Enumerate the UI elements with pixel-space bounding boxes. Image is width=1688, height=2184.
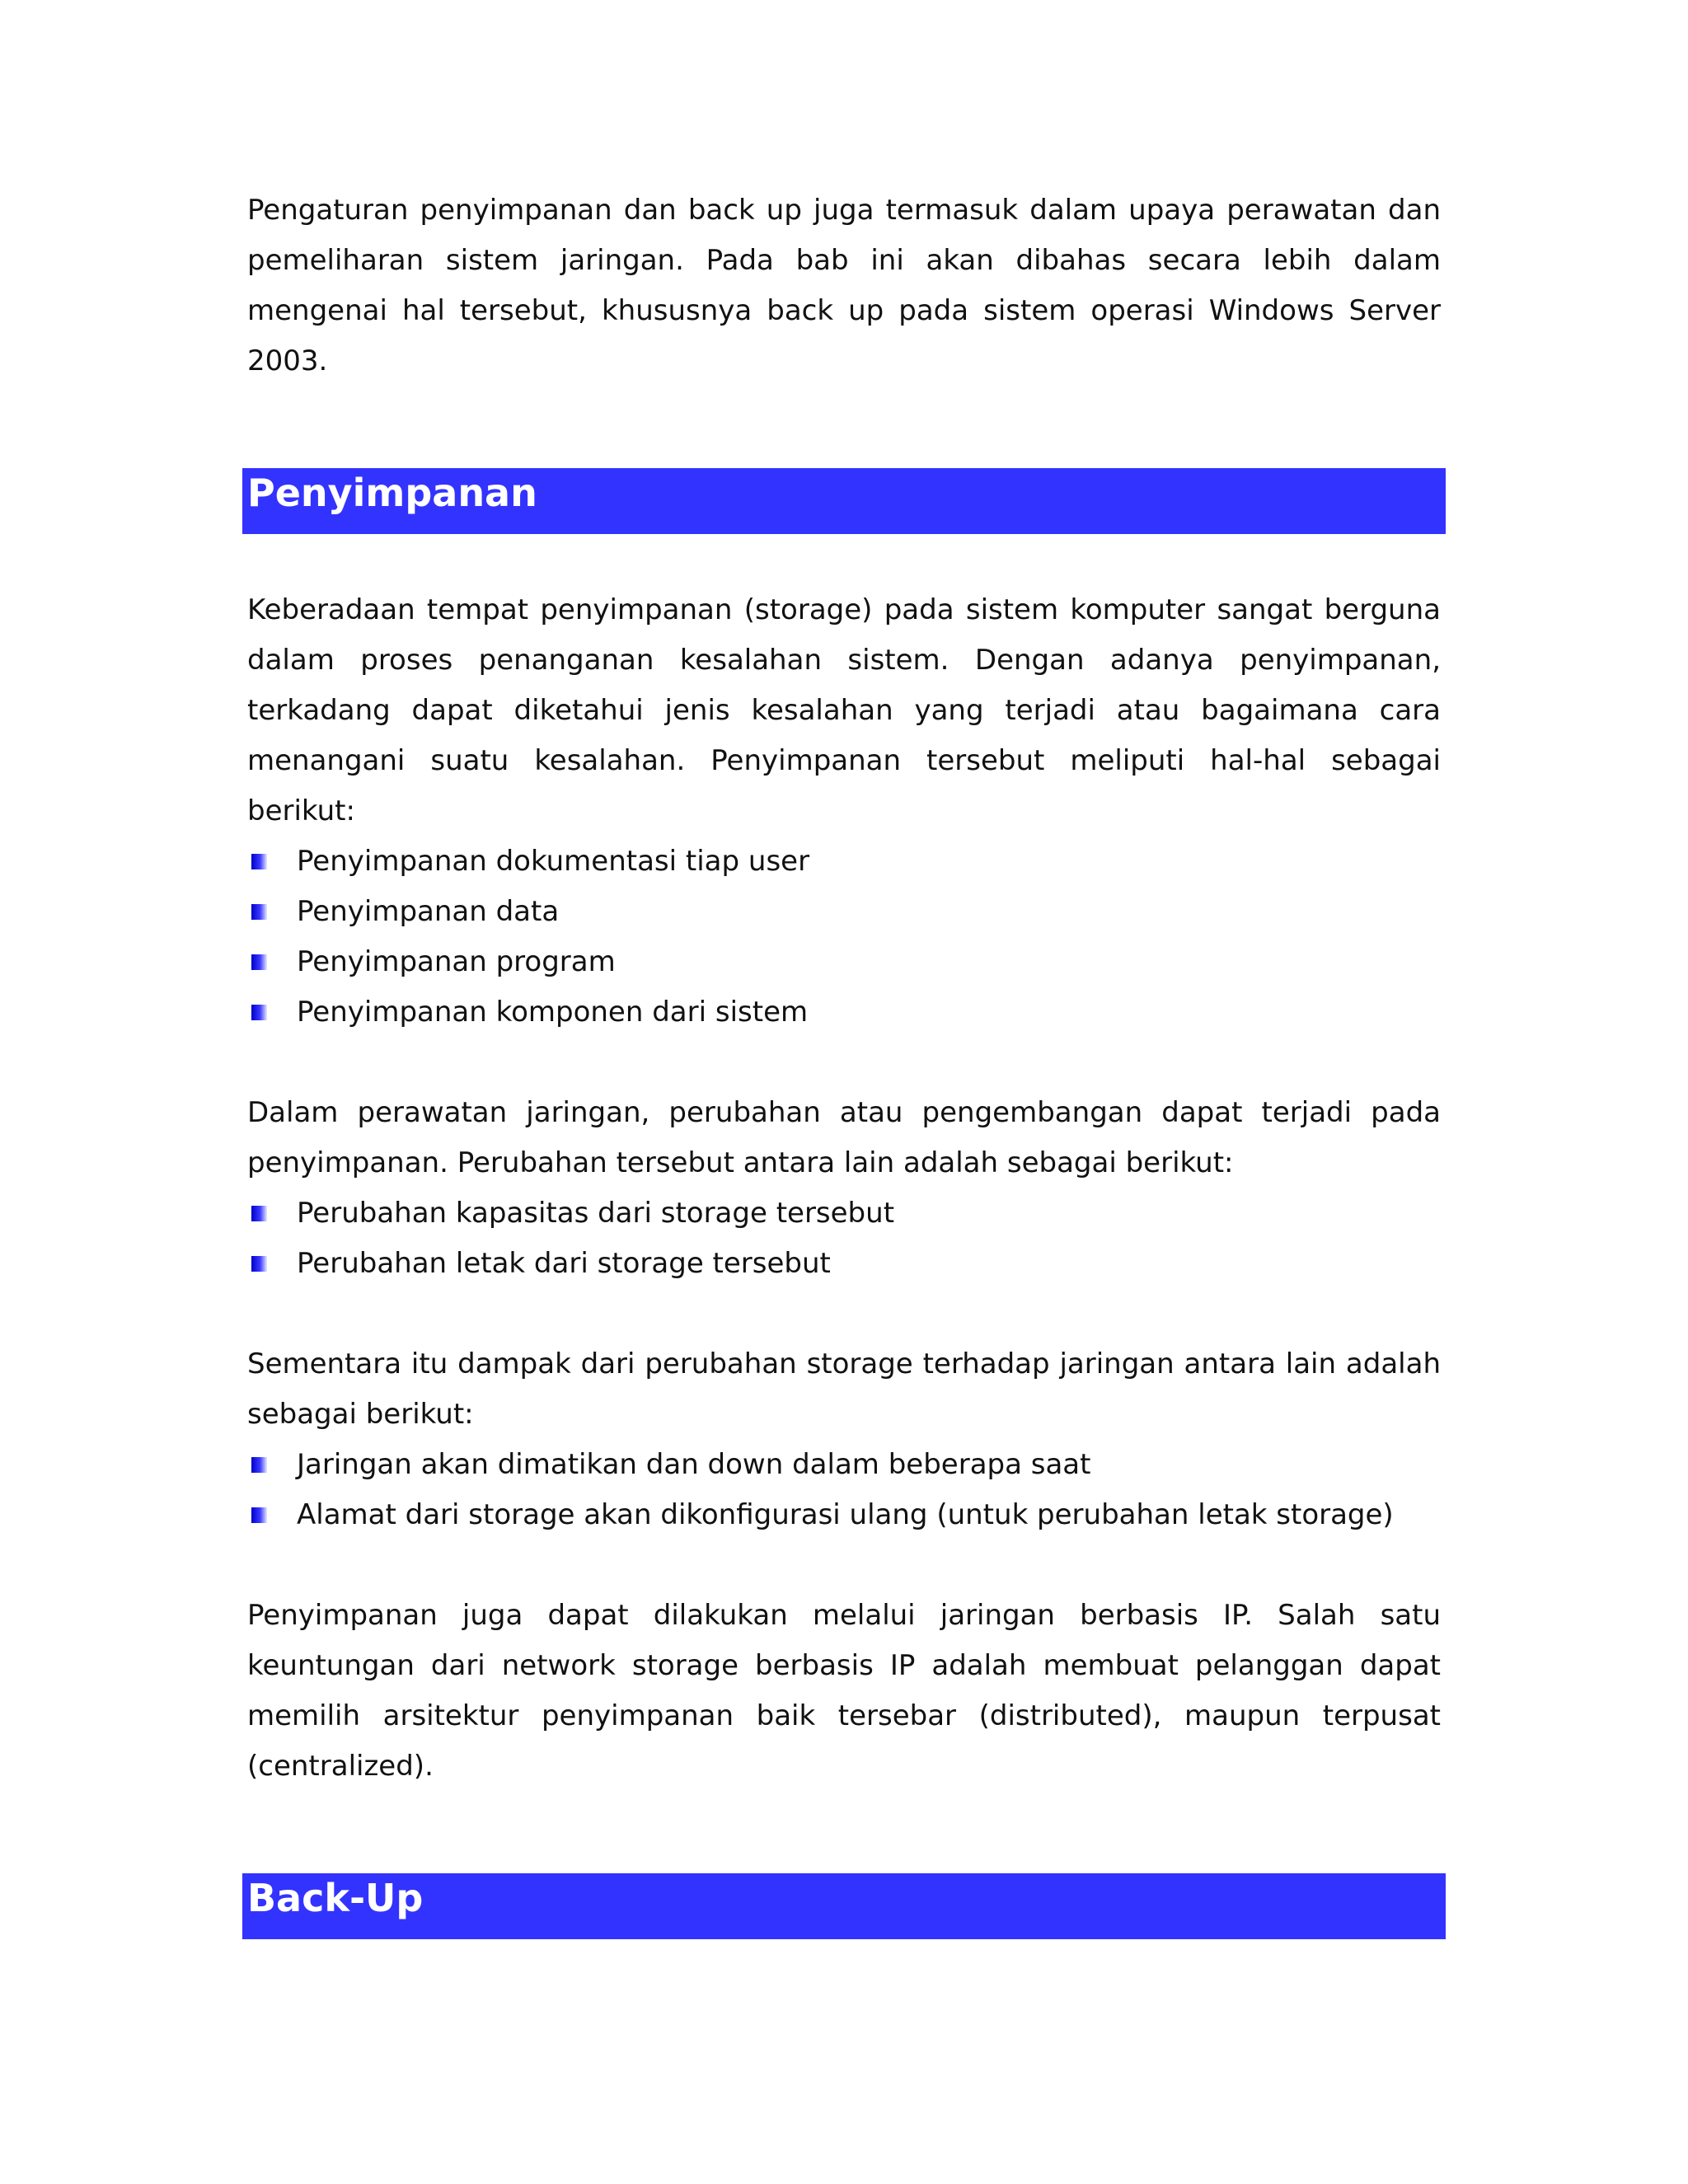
list-item bbox=[247, 837, 1441, 887]
spacer bbox=[247, 1540, 1441, 1591]
list-item-text: Penyimpanan komponen dari sistem bbox=[297, 996, 809, 1029]
square-bullet-icon bbox=[251, 1256, 267, 1272]
spacer bbox=[247, 1289, 1441, 1339]
list-item-text: Jaringan akan dimatikan dan down dalam beberapa saat bbox=[297, 1448, 1091, 1481]
list-item bbox=[247, 887, 1441, 937]
bullet-list-storage-changes bbox=[247, 1188, 1441, 1289]
square-bullet-icon bbox=[251, 1005, 267, 1020]
list-item bbox=[247, 1239, 1441, 1289]
list-item-text: Penyimpanan data bbox=[297, 895, 560, 928]
spacer bbox=[247, 1038, 1441, 1088]
list-item-text: Perubahan kapasitas dari storage tersebut bbox=[297, 1197, 895, 1230]
list-item-text: Perubahan letak dari storage tersebut bbox=[297, 1247, 831, 1280]
document-page bbox=[247, 185, 1441, 1939]
square-bullet-icon bbox=[251, 954, 267, 970]
paragraph-storage-intro: Keberadaan tempat penyimpanan (storage) pada sistem komputer sangat berguna dalam proses penanganan kesalahan sistem. Dengan adanya penyimpanan, terkadang dapat diketahui jenis kesalahan yang terjadi atau bagaimana cara menangani suatu kesalahan. Penyimpanan tersebut meliputi hal-hal sebagai berikut: bbox=[247, 593, 1441, 827]
spacer bbox=[247, 1792, 1441, 1873]
list-item bbox=[247, 987, 1441, 1038]
spacer bbox=[247, 387, 1441, 468]
square-bullet-icon bbox=[251, 1206, 267, 1221]
list-item-text: Alamat dari storage akan dikonfigurasi ulang (untuk perubahan letak storage) bbox=[297, 1498, 1394, 1531]
list-item bbox=[247, 937, 1441, 987]
list-item bbox=[247, 1188, 1441, 1239]
bullet-list-storage-impact bbox=[247, 1440, 1441, 1540]
square-bullet-icon bbox=[251, 854, 267, 869]
paragraph-storage-impact: Sementara itu dampak dari perubahan storage terhadap jaringan antara lain adalah sebagai berikut: bbox=[247, 1347, 1441, 1431]
list-item bbox=[247, 1490, 1441, 1540]
list-item bbox=[247, 1440, 1441, 1490]
square-bullet-icon bbox=[251, 904, 267, 920]
intro-paragraph: Pengaturan penyimpanan dan back up juga termasuk dalam upaya perawatan dan pemeliharan sistem jaringan. Pada bab ini akan dibahas secara lebih dalam mengenai hal tersebut, khususnya back up pada sistem operasi Windows Server 2003. bbox=[247, 194, 1441, 377]
spacer bbox=[247, 534, 1441, 585]
paragraph-storage-changes: Dalam perawatan jaringan, perubahan atau pengembangan dapat terjadi pada penyimpanan. Perubahan tersebut antara lain adalah sebagai berikut: bbox=[247, 1096, 1441, 1179]
square-bullet-icon bbox=[251, 1507, 267, 1523]
paragraph-ip-storage: Penyimpanan juga dapat dilakukan melalui jaringan berbasis IP. Salah satu keuntungan dari network storage berbasis IP adalah membuat pelanggan dapat memilih arsitektur penyimpanan baik tersebar (distributed), maupun terpusat (centralized). bbox=[247, 1599, 1441, 1783]
section-heading-backup: Back-Up bbox=[242, 1873, 1446, 1939]
bullet-list-storage-types bbox=[247, 837, 1441, 1038]
square-bullet-icon bbox=[251, 1457, 267, 1473]
list-item-text: Penyimpanan dokumentasi tiap user bbox=[297, 845, 810, 878]
section-heading-penyimpanan: Penyimpanan bbox=[242, 468, 1446, 534]
list-item-text: Penyimpanan program bbox=[297, 945, 616, 978]
